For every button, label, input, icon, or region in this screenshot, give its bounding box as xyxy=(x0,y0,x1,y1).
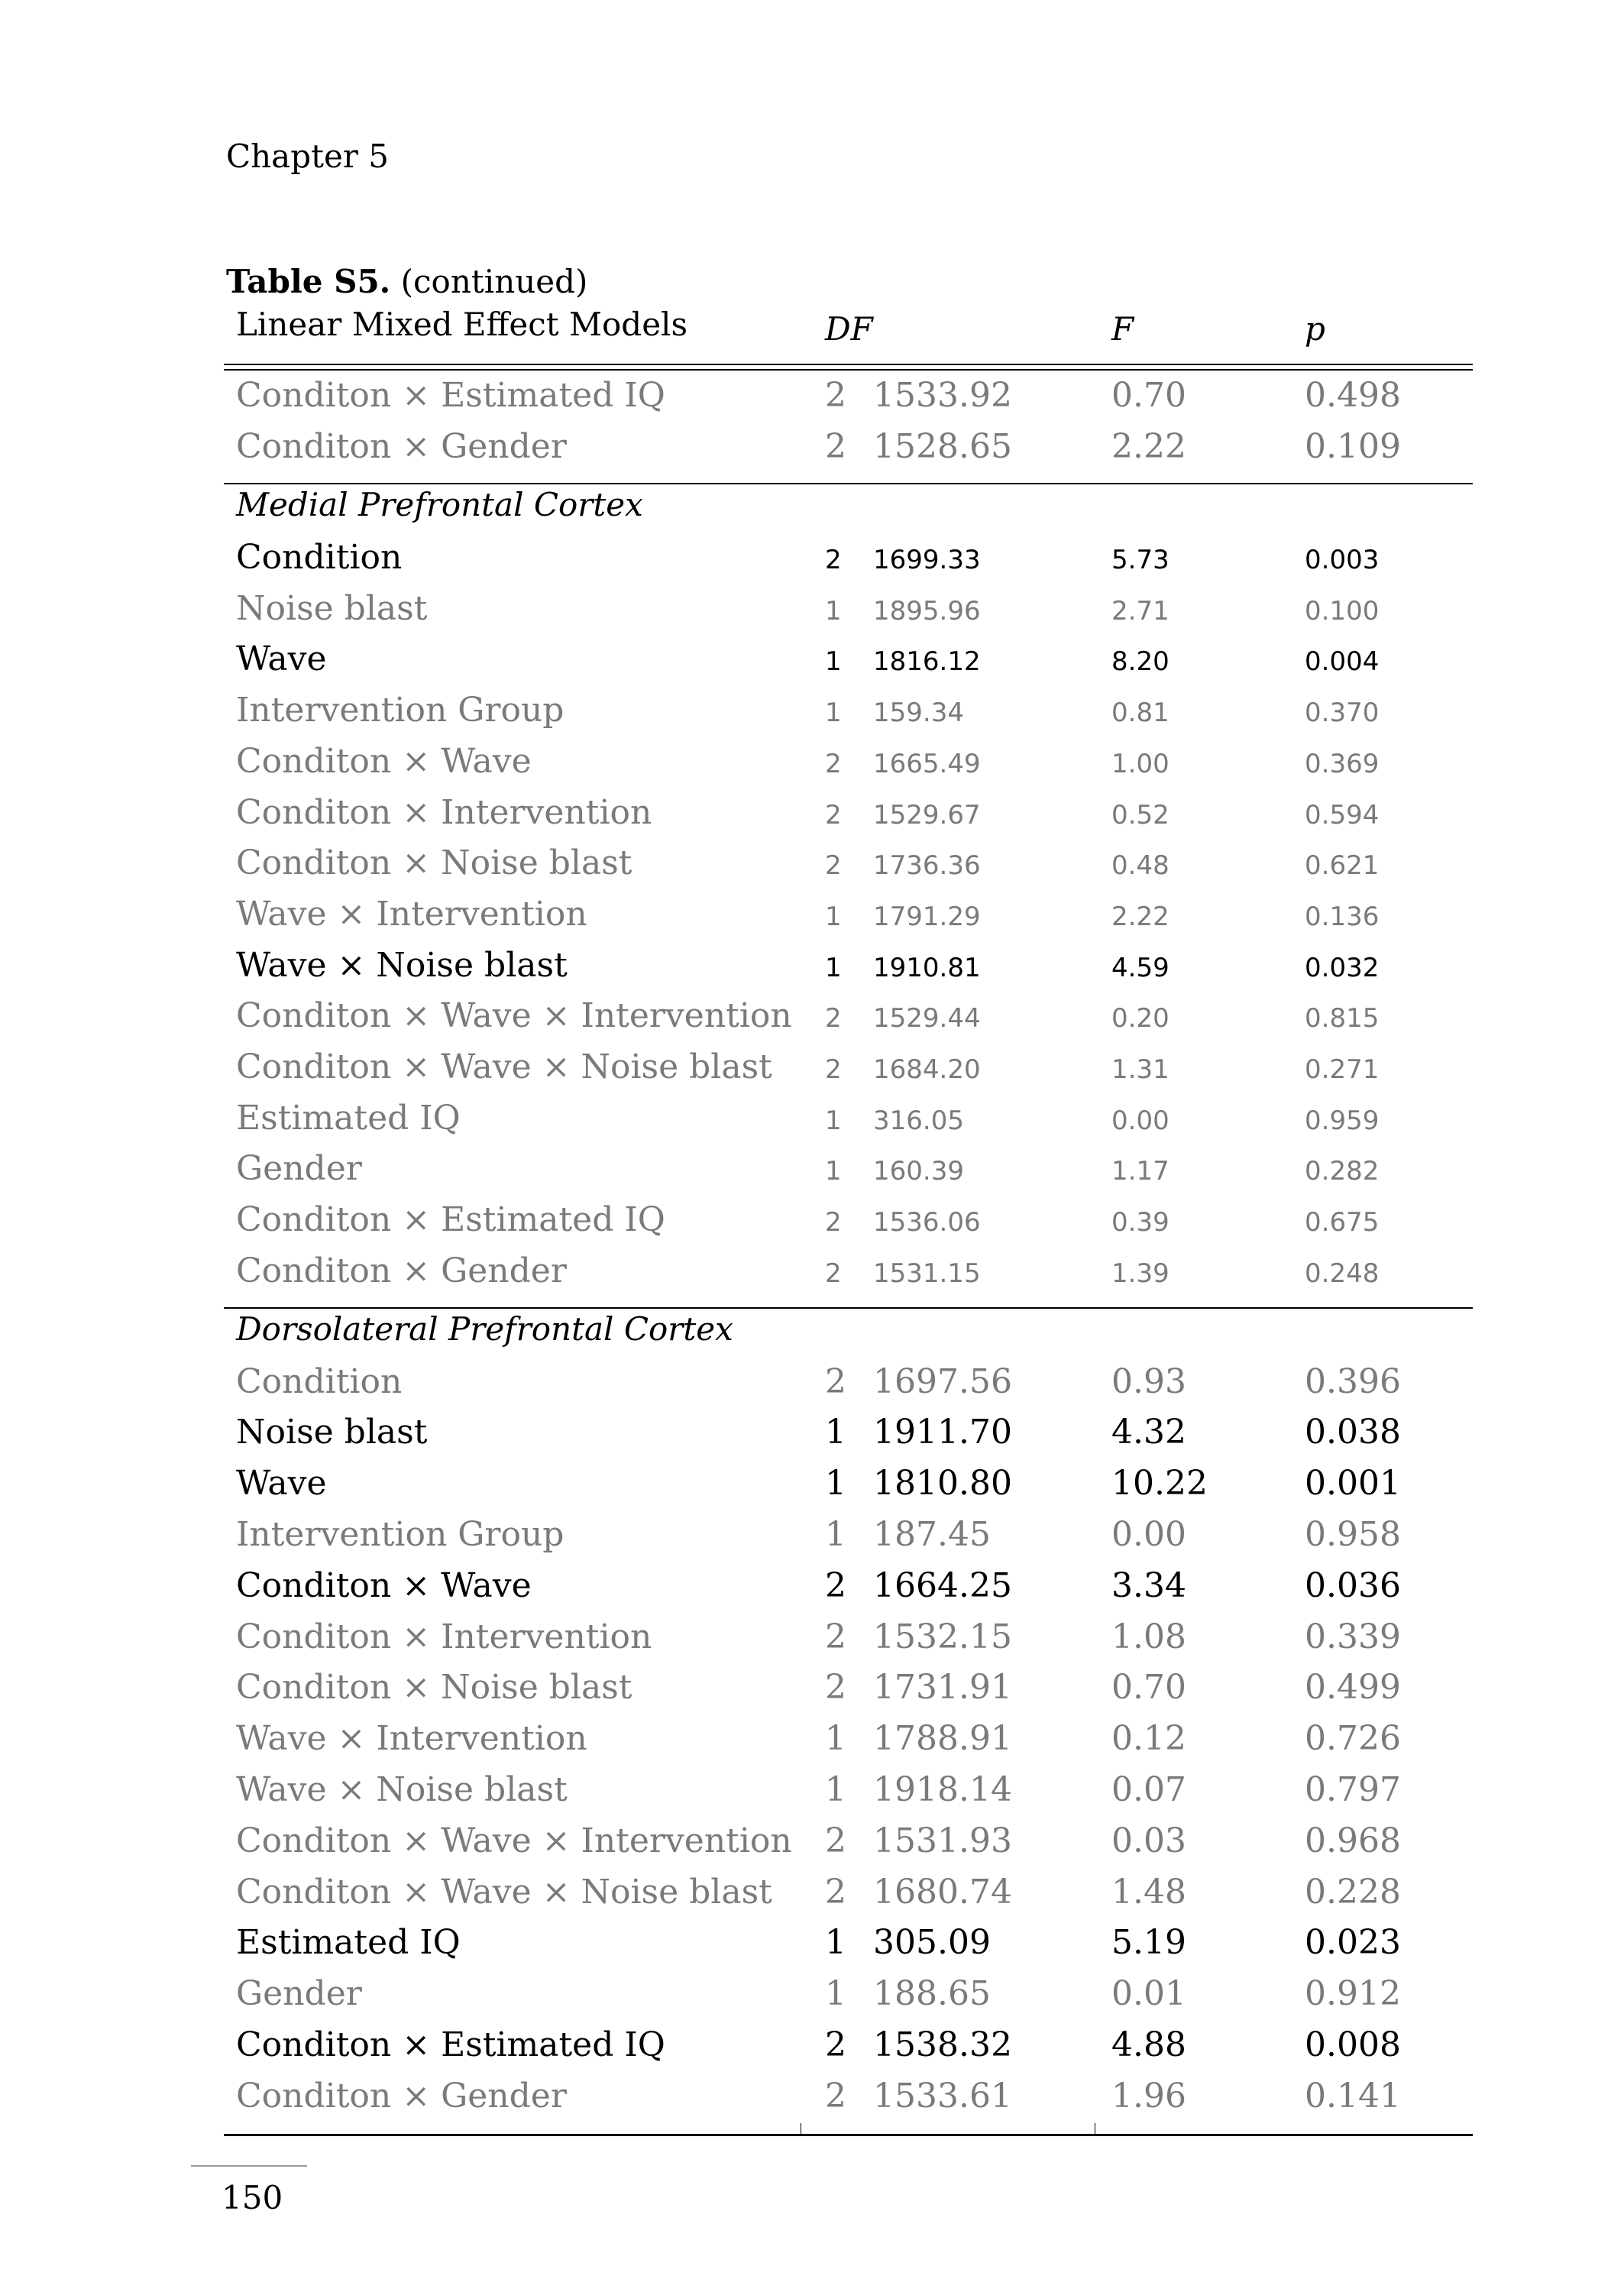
table-header-row xyxy=(224,306,1473,359)
row-f-value: 0.12 xyxy=(1111,1719,1186,1759)
row-label: Conditon × Intervention xyxy=(236,792,652,832)
table-row xyxy=(224,894,1473,948)
row-df-den: 1531.15 xyxy=(873,1258,981,1289)
section-dorsolateral-prefrontal-cortex xyxy=(224,1309,1473,1364)
row-label: Conditon × Wave xyxy=(236,1565,532,1605)
row-label: Conditon × Gender xyxy=(236,2076,567,2116)
row-df-den: 159.34 xyxy=(873,698,964,729)
row-f-value: 0.81 xyxy=(1111,698,1169,729)
row-df-num: 2 xyxy=(825,545,842,575)
row-f-value: 8.20 xyxy=(1111,646,1169,678)
row-label: Conditon × Noise blast xyxy=(236,1668,632,1708)
row-df-den: 1684.20 xyxy=(873,1054,981,1085)
row-df-den: 1529.44 xyxy=(873,1003,981,1034)
row-p-value: 0.004 xyxy=(1305,646,1380,678)
row-df-num: 2 xyxy=(825,427,846,466)
header-f: F xyxy=(1111,310,1134,348)
row-df-den: 1536.06 xyxy=(873,1207,981,1238)
row-df-num: 1 xyxy=(825,1514,846,1554)
row-df-num: 1 xyxy=(825,1464,846,1504)
table-row xyxy=(224,1668,1473,1721)
table-row xyxy=(224,639,1473,693)
row-p-value: 0.023 xyxy=(1305,1923,1401,1963)
table-row xyxy=(224,843,1473,897)
row-p-value: 0.141 xyxy=(1305,2076,1401,2116)
row-df-den: 1910.81 xyxy=(873,952,981,983)
row-df-num: 1 xyxy=(825,698,842,729)
row-df-num: 2 xyxy=(825,1054,842,1085)
row-p-value: 0.032 xyxy=(1305,952,1380,983)
section-title: Medial Prefrontal Cortex xyxy=(236,486,643,523)
row-label: Conditon × Noise blast xyxy=(236,843,632,883)
row-df-num: 1 xyxy=(825,1974,846,2014)
table-row xyxy=(224,1047,1473,1101)
header-p: p xyxy=(1305,310,1325,348)
table-row xyxy=(224,792,1473,847)
row-p-value: 0.912 xyxy=(1305,1974,1401,2014)
row-df-num: 1 xyxy=(825,901,842,932)
row-p-value: 0.271 xyxy=(1305,1054,1380,1085)
row-df-num: 2 xyxy=(825,850,842,882)
row-df-num: 2 xyxy=(825,1668,846,1708)
row-p-value: 0.675 xyxy=(1305,1207,1380,1238)
row-df-den: 1731.91 xyxy=(873,1668,1012,1708)
row-p-value: 0.396 xyxy=(1305,1361,1401,1401)
row-f-value: 0.70 xyxy=(1111,376,1186,415)
table-row xyxy=(224,945,1473,999)
table-bottom-rule xyxy=(224,2134,1473,2136)
table-row xyxy=(224,1821,1473,1875)
row-p-value: 0.136 xyxy=(1305,901,1380,932)
row-p-value: 0.036 xyxy=(1305,1565,1401,1605)
row-p-value: 0.248 xyxy=(1305,1258,1380,1289)
row-p-value: 0.282 xyxy=(1305,1156,1380,1187)
row-df-num: 2 xyxy=(825,2025,846,2064)
table-row xyxy=(224,2025,1473,2079)
table-caption-label: Table S5. xyxy=(226,263,391,300)
row-f-value: 10.22 xyxy=(1111,1464,1208,1504)
section-rule-mpfc xyxy=(224,483,1473,484)
row-label: Wave × Noise blast xyxy=(236,1769,568,1809)
row-f-value: 0.93 xyxy=(1111,1361,1186,1401)
row-label: Conditon × Wave × Intervention xyxy=(236,996,792,1036)
row-df-num: 1 xyxy=(825,1105,842,1136)
row-label: Conditon × Estimated IQ xyxy=(236,376,665,415)
header-rule-bottom xyxy=(224,369,1473,371)
table-row xyxy=(224,1923,1473,1976)
row-p-value: 0.001 xyxy=(1305,1464,1401,1504)
table-row xyxy=(224,1719,1473,1772)
row-df-num: 2 xyxy=(825,1207,842,1238)
row-df-num: 2 xyxy=(825,748,842,779)
row-df-num: 1 xyxy=(825,1769,846,1809)
row-df-num: 2 xyxy=(825,799,842,830)
row-label: Conditon × Intervention xyxy=(236,1617,652,1656)
table-row xyxy=(224,588,1473,643)
row-p-value: 0.003 xyxy=(1305,545,1380,575)
table-caption-text: (continued) xyxy=(390,263,588,300)
row-df-num: 2 xyxy=(825,1821,846,1860)
row-f-value: 5.73 xyxy=(1111,545,1169,575)
table-row xyxy=(224,1251,1473,1305)
row-p-value: 0.038 xyxy=(1305,1413,1401,1452)
row-p-value: 0.228 xyxy=(1305,1872,1401,1912)
row-f-value: 1.08 xyxy=(1111,1617,1186,1656)
row-label: Wave × Intervention xyxy=(236,1719,587,1759)
row-df-den: 1918.14 xyxy=(873,1769,1012,1809)
row-f-value: 2.22 xyxy=(1111,901,1169,932)
row-f-value: 3.34 xyxy=(1111,1565,1186,1605)
row-df-den: 1699.33 xyxy=(873,545,981,575)
row-df-den: 188.65 xyxy=(873,1974,991,2014)
table-row xyxy=(224,996,1473,1050)
row-df-den: 1816.12 xyxy=(873,646,981,678)
row-f-value: 0.20 xyxy=(1111,1003,1169,1034)
row-df-num: 2 xyxy=(825,1617,846,1656)
row-df-num: 1 xyxy=(825,1413,846,1452)
row-label: Wave × Intervention xyxy=(236,894,587,934)
table-row xyxy=(224,538,1473,591)
row-df-num: 2 xyxy=(825,1258,842,1289)
row-df-den: 1538.32 xyxy=(873,2025,1012,2064)
row-p-value: 0.621 xyxy=(1305,850,1380,882)
row-f-value: 2.71 xyxy=(1111,595,1169,626)
row-f-value: 1.39 xyxy=(1111,1258,1169,1289)
table-row xyxy=(224,1149,1473,1203)
row-f-value: 0.52 xyxy=(1111,799,1169,830)
row-df-den: 1664.25 xyxy=(873,1565,1012,1605)
row-df-den: 160.39 xyxy=(873,1156,964,1187)
table-row xyxy=(224,1361,1473,1416)
row-df-num: 2 xyxy=(825,2076,846,2116)
row-df-num: 2 xyxy=(825,1361,846,1401)
row-f-value: 1.48 xyxy=(1111,1872,1186,1912)
table-row xyxy=(224,1769,1473,1824)
row-df-den: 1531.93 xyxy=(873,1821,1012,1860)
row-df-num: 1 xyxy=(825,952,842,983)
row-df-num: 2 xyxy=(825,1872,846,1912)
table-row xyxy=(224,1200,1473,1254)
row-label: Wave xyxy=(236,639,327,679)
row-p-value: 0.958 xyxy=(1305,1514,1401,1554)
row-f-value: 0.03 xyxy=(1111,1821,1186,1860)
row-p-value: 0.369 xyxy=(1305,748,1380,779)
row-df-den: 1791.29 xyxy=(873,901,981,932)
row-label: Conditon × Gender xyxy=(236,1251,567,1290)
row-p-value: 0.815 xyxy=(1305,1003,1380,1034)
row-label: Conditon × Estimated IQ xyxy=(236,1200,665,1240)
row-f-value: 0.00 xyxy=(1111,1514,1186,1554)
row-f-value: 0.70 xyxy=(1111,1668,1186,1708)
row-df-num: 2 xyxy=(825,376,846,415)
table-row xyxy=(224,1974,1473,2028)
row-label: Intervention Group xyxy=(236,1514,565,1554)
row-p-value: 0.008 xyxy=(1305,2025,1401,2064)
row-df-den: 1736.36 xyxy=(873,850,981,882)
row-f-value: 5.19 xyxy=(1111,1923,1186,1963)
row-p-value: 0.594 xyxy=(1305,799,1380,830)
row-df-num: 1 xyxy=(825,1719,846,1759)
row-df-den: 1680.74 xyxy=(873,1872,1012,1912)
row-df-num: 2 xyxy=(825,1003,842,1034)
table-row xyxy=(224,1098,1473,1152)
row-label: Estimated IQ xyxy=(236,1923,461,1963)
table-caption xyxy=(226,263,587,300)
row-f-value: 0.39 xyxy=(1111,1207,1169,1238)
row-p-value: 0.339 xyxy=(1305,1617,1401,1656)
row-f-value: 1.00 xyxy=(1111,748,1169,779)
row-df-den: 187.45 xyxy=(873,1514,991,1554)
row-p-value: 0.726 xyxy=(1305,1719,1401,1759)
row-f-value: 4.59 xyxy=(1111,952,1169,983)
row-p-value: 0.498 xyxy=(1305,376,1401,415)
table-row xyxy=(224,1872,1473,1926)
row-df-den: 1665.49 xyxy=(873,748,981,779)
table-row xyxy=(224,427,1473,481)
row-p-value: 0.370 xyxy=(1305,698,1380,729)
row-df-den: 1895.96 xyxy=(873,595,981,626)
table-row xyxy=(224,2076,1473,2130)
row-f-value: 0.48 xyxy=(1111,850,1169,882)
table-row xyxy=(224,691,1473,744)
row-df-den: 305.09 xyxy=(873,1923,991,1963)
row-p-value: 0.499 xyxy=(1305,1668,1401,1708)
row-f-value: 4.88 xyxy=(1111,2025,1186,2064)
table-row xyxy=(224,1565,1473,1620)
row-df-den: 1697.56 xyxy=(873,1361,1012,1401)
row-f-value: 0.07 xyxy=(1111,1769,1186,1809)
row-label: Conditon × Wave × Noise blast xyxy=(236,1872,772,1912)
row-label: Wave × Noise blast xyxy=(236,945,568,985)
row-df-num: 1 xyxy=(825,1923,846,1963)
table-row xyxy=(224,741,1473,795)
section-medial-prefrontal-cortex xyxy=(224,486,1473,539)
row-f-value: 1.96 xyxy=(1111,2076,1186,2116)
row-label: Conditon × Wave xyxy=(236,741,532,781)
row-df-den: 1529.67 xyxy=(873,799,981,830)
row-f-value: 4.32 xyxy=(1111,1413,1186,1452)
row-p-value: 0.797 xyxy=(1305,1769,1401,1809)
row-label: Conditon × Wave × Noise blast xyxy=(236,1047,772,1086)
row-df-den: 1533.61 xyxy=(873,2076,1012,2116)
row-df-den: 1528.65 xyxy=(873,427,1012,466)
table-row xyxy=(224,1617,1473,1671)
table-row xyxy=(224,1464,1473,1517)
row-df-den: 316.05 xyxy=(873,1105,964,1136)
footer-rule xyxy=(191,2165,307,2167)
row-label: Noise blast xyxy=(236,588,428,628)
section-rule-dlpfc xyxy=(224,1307,1473,1309)
row-df-num: 1 xyxy=(825,646,842,678)
section-title: Dorsolateral Prefrontal Cortex xyxy=(236,1309,733,1348)
row-f-value: 0.00 xyxy=(1111,1105,1169,1136)
row-df-num: 2 xyxy=(825,1565,846,1605)
row-df-den: 1911.70 xyxy=(873,1413,1012,1452)
row-p-value: 0.959 xyxy=(1305,1105,1380,1136)
row-df-den: 1788.91 xyxy=(873,1719,1012,1759)
running-head: Chapter 5 xyxy=(226,138,389,175)
row-label: Estimated IQ xyxy=(236,1098,461,1138)
row-f-value: 1.31 xyxy=(1111,1054,1169,1085)
table-row xyxy=(224,1514,1473,1568)
row-df-den: 1810.80 xyxy=(873,1464,1012,1504)
header-label: Linear Mixed Effect Models xyxy=(236,306,688,343)
row-label: Conditon × Gender xyxy=(236,427,567,466)
row-df-num: 1 xyxy=(825,1156,842,1187)
row-p-value: 0.109 xyxy=(1305,427,1401,466)
row-label: Condition xyxy=(236,538,403,577)
row-label: Conditon × Wave × Intervention xyxy=(236,1821,792,1860)
table-row xyxy=(224,376,1473,429)
header-rule-top xyxy=(224,364,1473,365)
row-p-value: 0.100 xyxy=(1305,595,1380,626)
row-f-value: 1.17 xyxy=(1111,1156,1169,1187)
row-label: Wave xyxy=(236,1464,327,1504)
table-row xyxy=(224,1413,1473,1466)
row-p-value: 0.968 xyxy=(1305,1821,1401,1860)
row-f-value: 0.01 xyxy=(1111,1974,1186,2014)
row-f-value: 2.22 xyxy=(1111,427,1186,466)
row-df-den: 1532.15 xyxy=(873,1617,1012,1656)
row-label: Gender xyxy=(236,1149,362,1189)
page-number: 150 xyxy=(222,2179,283,2216)
header-df: DF xyxy=(825,310,873,348)
row-label: Intervention Group xyxy=(236,691,565,730)
row-label: Condition xyxy=(236,1361,403,1401)
row-df-num: 1 xyxy=(825,595,842,626)
row-df-den: 1533.92 xyxy=(873,376,1012,415)
row-label: Noise blast xyxy=(236,1413,428,1452)
row-label: Conditon × Estimated IQ xyxy=(236,2025,665,2064)
row-label: Gender xyxy=(236,1974,362,2014)
